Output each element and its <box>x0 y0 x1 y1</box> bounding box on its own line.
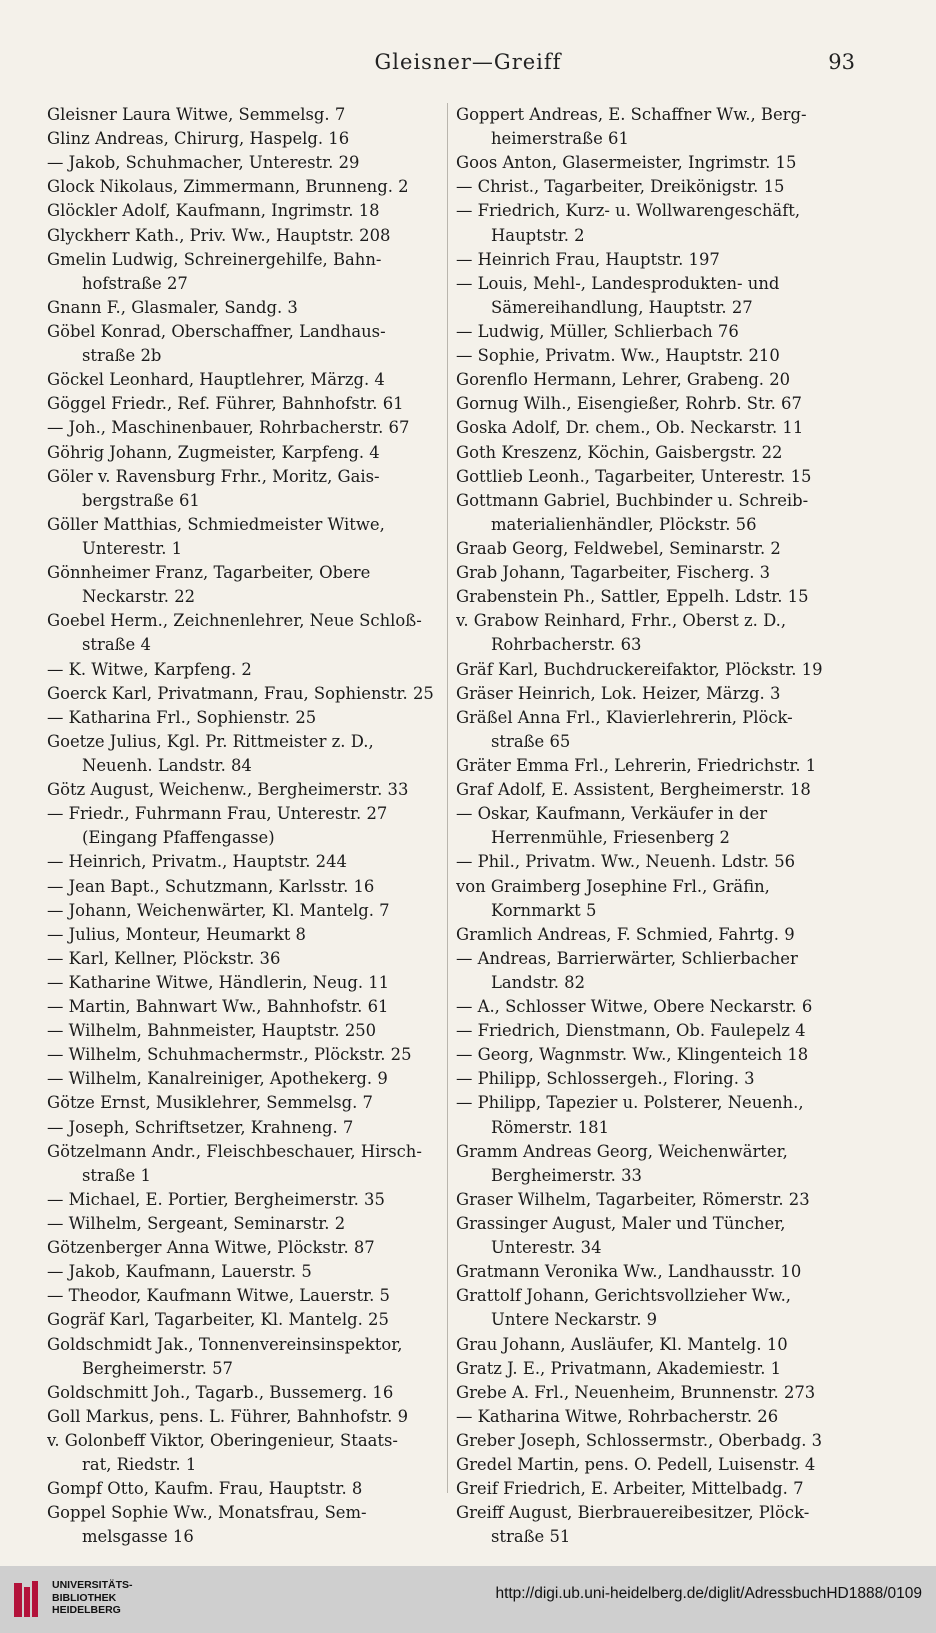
directory-entry-line: Gornug Wilh., Eisengießer, Rohrb. Str. 67 <box>456 394 802 414</box>
column-divider <box>447 103 448 1493</box>
page-header <box>0 50 936 80</box>
directory-entry-line: Goetze Julius, Kgl. Pr. Rittmeister z. D., <box>47 731 374 751</box>
directory-entry-line: Bergheimerstr. 33 <box>491 1165 642 1185</box>
directory-entry-line: Gottlieb Leonh., Tagarbeiter, Unterestr. 15 <box>456 466 812 486</box>
directory-entry-line: Gogräf Karl, Tagarbeiter, Kl. Mantelg. 25 <box>47 1310 389 1330</box>
directory-entry-line: — Katharine Witwe, Händlerin, Neug. 11 <box>47 972 390 992</box>
directory-entry-line: straße 1 <box>82 1165 151 1185</box>
directory-entry-line: melsgasse 16 <box>82 1527 194 1547</box>
directory-entry-line: — Wilhelm, Bahnmeister, Hauptstr. 250 <box>47 1021 377 1041</box>
directory-entry-line: Gleisner Laura Witwe, Semmelsg. 7 <box>47 105 346 124</box>
running-title: Gleisner—Greiff <box>374 50 562 74</box>
directory-entry-line: Goldschmitt Joh., Tagarb., Bussemerg. 16 <box>47 1382 394 1402</box>
directory-entry-line: (Eingang Pfaffengasse) <box>82 828 275 848</box>
directory-entry-line: Greif Friedrich, E. Arbeiter, Mittelbadg. 7 <box>456 1479 804 1499</box>
source-url-link[interactable]: http://digi.ub.uni-heidelberg.de/diglit/AdressbuchHD1888/0109 <box>495 1585 922 1602</box>
directory-entry-line: — K. Witwe, Karpfeng. 2 <box>47 659 252 679</box>
directory-entry-line: Greber Joseph, Schlossermstr., Oberbadg. 3 <box>456 1431 823 1451</box>
directory-entry-line: Sämereihandlung, Hauptstr. 27 <box>491 297 753 317</box>
viewer-footer <box>0 1566 936 1633</box>
left-column <box>47 103 437 1550</box>
directory-entry-line: Gratmann Veronika Ww., Landhausstr. 10 <box>456 1262 802 1282</box>
directory-entry-line: Goebel Herm., Zeichnenlehrer, Neue Schloß- <box>47 611 422 631</box>
directory-entry-line: Goth Kreszenz, Köchin, Gaisbergstr. 22 <box>456 442 783 462</box>
directory-entry-line: — Christ., Tagarbeiter, Dreikönigstr. 15 <box>456 177 785 197</box>
directory-entry-line: — Phil., Privatm. Ww., Neuenh. Ldstr. 56 <box>456 852 796 872</box>
directory-entry-line: straße 4 <box>82 635 151 655</box>
directory-entry-line: Götz August, Weichenw., Bergheimerstr. 33 <box>47 780 409 800</box>
directory-entry-line: Goppert Andreas, E. Schaffner Ww., Berg- <box>456 105 807 124</box>
directory-entry-line: Gräter Emma Frl., Lehrerin, Friedrichstr. 1 <box>456 755 817 775</box>
directory-entry-line: v. Golonbeff Viktor, Oberingenieur, Staats- <box>47 1431 398 1451</box>
directory-entry-line: — Jakob, Kaufmann, Lauerstr. 5 <box>47 1262 312 1282</box>
directory-entry-line: Herrenmühle, Friesenberg 2 <box>491 828 730 848</box>
directory-entry-line: Gorenflo Hermann, Lehrer, Grabeng. 20 <box>456 370 791 390</box>
directory-entry-line: straße 2b <box>82 346 162 366</box>
directory-entry-line: Goll Markus, pens. L. Führer, Bahnhofstr. 9 <box>47 1406 409 1426</box>
directory-entry-line: — Friedr., Fuhrmann Frau, Unterestr. 27 <box>47 804 388 824</box>
directory-entry-line: Grattolf Johann, Gerichtsvollzieher Ww., <box>456 1286 792 1306</box>
directory-entry-line: Gräser Heinrich, Lok. Heizer, Märzg. 3 <box>456 683 781 703</box>
directory-entry-line: — A., Schlosser Witwe, Obere Neckarstr. 6 <box>456 997 813 1017</box>
directory-entry-line: Bergheimerstr. 57 <box>82 1358 233 1378</box>
page-number: 93 <box>828 50 855 74</box>
directory-entry-line: Götzenberger Anna Witwe, Plöckstr. 87 <box>47 1238 375 1258</box>
library-name-line: BIBLIOTHEK <box>52 1591 117 1604</box>
directory-entry-line: — Philipp, Schlossergeh., Floring. 3 <box>456 1069 755 1089</box>
directory-entry-line: Graf Adolf, E. Assistent, Bergheimerstr. 18 <box>456 780 811 800</box>
directory-entry-line: Gräßel Anna Frl., Klavierlehrerin, Plöck- <box>456 707 793 727</box>
directory-entry-line: Glock Nikolaus, Zimmermann, Brunneng. 2 <box>47 177 409 197</box>
directory-entry-line: Unterestr. 1 <box>82 538 183 558</box>
directory-entry-line: — Friedrich, Kurz- u. Wollwarengeschäft, <box>456 201 801 221</box>
directory-entry-line: Göler v. Ravensburg Frhr., Moritz, Gais- <box>47 466 380 486</box>
directory-entry-line: — Heinrich, Privatm., Hauptstr. 244 <box>47 852 347 872</box>
directory-entry-line: v. Grabow Reinhard, Frhr., Oberst z. D., <box>456 611 787 631</box>
directory-entry-line: heimerstraße 61 <box>491 129 629 149</box>
directory-entry-line: — Katharina Frl., Sophienstr. 25 <box>47 707 317 727</box>
directory-entry-line: — Theodor, Kaufmann Witwe, Lauerstr. 5 <box>47 1286 390 1306</box>
directory-entry-line: von Graimberg Josephine Frl., Gräfin, <box>456 876 770 896</box>
directory-entry-line: Gnann F., Glasmaler, Sandg. 3 <box>47 297 298 317</box>
library-name-line: UNIVERSITÄTS- <box>52 1579 133 1591</box>
directory-entry-line: Glöckler Adolf, Kaufmann, Ingrimstr. 18 <box>47 201 380 221</box>
directory-entry-line: Grab Johann, Tagarbeiter, Fischerg. 3 <box>456 563 771 583</box>
directory-entry-line: — Andreas, Barrierwärter, Schlierbacher <box>456 948 798 968</box>
directory-entry-line: — Ludwig, Müller, Schlierbach 76 <box>456 321 739 341</box>
directory-entry-line: straße 51 <box>491 1527 571 1547</box>
library-name <box>52 1579 133 1617</box>
directory-entry-line: Grabenstein Ph., Sattler, Eppelh. Ldstr. 15 <box>456 587 809 607</box>
directory-entry-line: Grebe A. Frl., Neuenheim, Brunnenstr. 273 <box>456 1382 816 1402</box>
directory-entry-line: Neckarstr. 22 <box>82 587 196 607</box>
directory-entry-line: Göckel Leonhard, Hauptlehrer, Märzg. 4 <box>47 370 385 390</box>
directory-entry-line: — Georg, Wagnmstr. Ww., Klingenteich 18 <box>456 1045 809 1065</box>
directory-entry-line: Götzelmann Andr., Fleischbeschauer, Hirsch- <box>47 1141 422 1161</box>
directory-entry-line: — Julius, Monteur, Heumarkt 8 <box>47 924 306 944</box>
directory-entry-line: — Joh., Maschinenbauer, Rohrbacherstr. 67 <box>47 418 410 438</box>
directory-entry-line: — Friedrich, Dienstmann, Ob. Faulepelz 4 <box>456 1021 806 1041</box>
directory-entry-line: Glyckherr Kath., Priv. Ww., Hauptstr. 208 <box>47 225 391 245</box>
directory-entry-line: — Joseph, Schriftsetzer, Krahneng. 7 <box>47 1117 354 1137</box>
directory-entry-line: Gramm Andreas Georg, Weichenwärter, <box>456 1141 788 1161</box>
directory-entry-line: hofstraße 27 <box>82 273 188 293</box>
directory-entry-line: rat, Riedstr. 1 <box>82 1455 197 1475</box>
directory-entry-line: Goldschmidt Jak., Tonnenvereinsinspektor, <box>47 1334 403 1354</box>
directory-entry-line: materialienhändler, Plöckstr. 56 <box>491 514 757 534</box>
directory-entry-line: — Martin, Bahnwart Ww., Bahnhofstr. 61 <box>47 997 389 1017</box>
right-column <box>456 103 856 1550</box>
directory-entry-line: Neuenh. Landstr. 84 <box>82 755 252 775</box>
directory-entry-line: Goos Anton, Glasermeister, Ingrimstr. 15 <box>456 153 797 173</box>
directory-entry-line: Goerck Karl, Privatmann, Frau, Sophienstr. 25 <box>47 683 434 703</box>
directory-entry-line: Goska Adolf, Dr. chem., Ob. Neckarstr. 11 <box>456 418 804 438</box>
directory-entry-line: bergstraße 61 <box>82 490 200 510</box>
directory-entry-line: Göggel Friedr., Ref. Führer, Bahnhofstr. 61 <box>47 394 404 414</box>
directory-entry-line: Grassinger August, Maler und Tüncher, <box>456 1214 786 1234</box>
directory-entry-line: Unterestr. 34 <box>491 1238 602 1258</box>
directory-entry-line: Greiff August, Bierbrauereibesitzer, Plöck- <box>456 1503 810 1523</box>
directory-entry-line: — Louis, Mehl-, Landesprodukten- und <box>456 273 780 293</box>
directory-entry-line: — Michael, E. Portier, Bergheimerstr. 35 <box>47 1189 385 1209</box>
directory-entry-line: Gönnheimer Franz, Tagarbeiter, Obere <box>47 563 371 583</box>
directory-entry-line: — Karl, Kellner, Plöckstr. 36 <box>47 948 281 968</box>
directory-entry-line: Römerstr. 181 <box>491 1117 610 1137</box>
directory-entry-line: Götze Ernst, Musiklehrer, Semmelsg. 7 <box>47 1093 373 1113</box>
directory-entry-line: — Wilhelm, Kanalreiniger, Apothekerg. 9 <box>47 1069 388 1089</box>
directory-entry-line: — Wilhelm, Schuhmachermstr., Plöckstr. 25 <box>47 1045 412 1065</box>
directory-entry-line: Göbel Konrad, Oberschaffner, Landhaus- <box>47 321 386 341</box>
directory-entry-line: Untere Neckarstr. 9 <box>491 1310 658 1330</box>
directory-entry-line: Graab Georg, Feldwebel, Seminarstr. 2 <box>456 538 781 558</box>
directory-entry-line: Landstr. 82 <box>491 972 586 992</box>
directory-entry-line: Graser Wilhelm, Tagarbeiter, Römerstr. 23 <box>456 1189 810 1209</box>
directory-entry-line: — Jean Bapt., Schutzmann, Karlsstr. 16 <box>47 876 375 896</box>
directory-entry-line: Gmelin Ludwig, Schreinergehilfe, Bahn- <box>47 249 382 269</box>
directory-entry-line: Goppel Sophie Ww., Monatsfrau, Sem- <box>47 1503 367 1523</box>
directory-entry-line: — Katharina Witwe, Rohrbacherstr. 26 <box>456 1406 779 1426</box>
directory-entry-line: Gräf Karl, Buchdruckereifaktor, Plöckstr. 19 <box>456 659 823 679</box>
directory-entry-line: — Philipp, Tapezier u. Polsterer, Neuenh., <box>456 1093 804 1113</box>
directory-entry-line: — Heinrich Frau, Hauptstr. 197 <box>456 249 720 269</box>
directory-entry-line: — Jakob, Schuhmacher, Unterestr. 29 <box>47 153 360 173</box>
directory-entry-line: Gredel Martin, pens. O. Pedell, Luisenstr. 4 <box>456 1455 816 1475</box>
directory-entry-line: Göller Matthias, Schmiedmeister Witwe, <box>47 514 385 534</box>
directory-entry-line: — Sophie, Privatm. Ww., Hauptstr. 210 <box>456 346 780 366</box>
directory-entry-line: Rohrbacherstr. 63 <box>491 635 642 655</box>
directory-entry-line: Göhrig Johann, Zugmeister, Karpfeng. 4 <box>47 442 380 462</box>
directory-entry-line: — Wilhelm, Sergeant, Seminarstr. 2 <box>47 1214 346 1234</box>
directory-entry-line: Gratz J. E., Privatmann, Akademiestr. 1 <box>456 1358 782 1378</box>
directory-entry-line: Grau Johann, Ausläufer, Kl. Mantelg. 10 <box>456 1334 788 1354</box>
library-logo-icon <box>12 1579 40 1621</box>
directory-entry-line: — Johann, Weichenwärter, Kl. Mantelg. 7 <box>47 900 390 920</box>
library-name-line: HEIDELBERG <box>52 1604 121 1616</box>
directory-entry-line: — Oskar, Kaufmann, Verkäufer in der <box>456 804 768 824</box>
directory-entry-line: Hauptstr. 2 <box>491 225 585 245</box>
directory-entry-line: Glinz Andreas, Chirurg, Haspelg. 16 <box>47 129 350 149</box>
directory-entry-line: Gompf Otto, Kaufm. Frau, Hauptstr. 8 <box>47 1479 363 1499</box>
directory-entry-line: Gottmann Gabriel, Buchbinder u. Schreib- <box>456 490 809 510</box>
directory-entry-line: Gramlich Andreas, F. Schmied, Fahrtg. 9 <box>456 924 795 944</box>
directory-entry-line: Kornmarkt 5 <box>491 900 597 920</box>
directory-entry-line: straße 65 <box>491 731 571 751</box>
